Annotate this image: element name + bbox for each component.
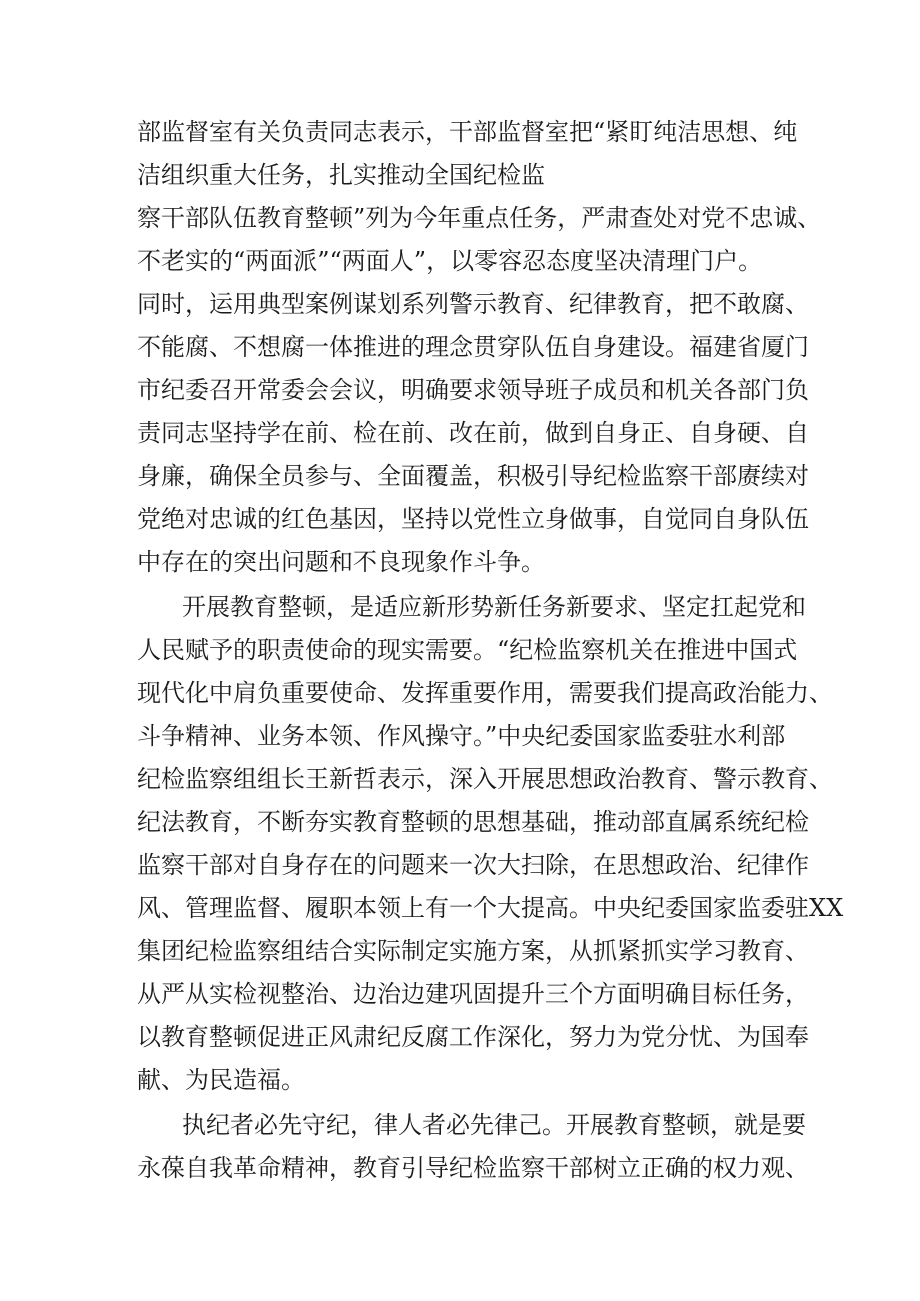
text-line: 不能腐、不想腐一体推进的理念贯穿队伍自身建设。福建省厦门: [137, 333, 809, 361]
text-line: 责同志坚持学在前、检在前、改在前，做到自身正、自身硬、自: [137, 419, 809, 447]
text-line: 纪检监察组组长王新哲表示，深入开展思想政治教育、警示教育、: [137, 765, 833, 793]
text-line: 斗争精神、业务本领、作风操守。”中央纪委国家监委驻水利部: [137, 722, 786, 750]
text-line: 同时，运用典型案例谋划系列警示教育、纪律教育，把不敢腐、: [137, 290, 809, 318]
text-line: 监察干部对自身存在的问题来一次大扫除，在思想政治、纪律作: [137, 851, 809, 879]
text-line: 从严从实检视整治、边治边建巩固提升三个方面明确目标任务，: [137, 980, 809, 1008]
text-line: 人民赋予的职责使命的现实需要。“纪检监察机关在推进中国式: [137, 636, 798, 664]
text-line: 身廉，确保全员参与、全面覆盖，积极引导纪检监察干部赓续对: [137, 462, 809, 490]
paragraph-first-line: 执纪者必先守纪，律人者必先律己。开展教育整顿，就是要: [182, 1111, 806, 1139]
text-line: 现代化中肩负重要使命、发挥重要作用，需要我们提高政治能力、: [137, 679, 833, 707]
text-line: 党绝对忠诚的红色基因，坚持以党性立身做事，自觉同自身队伍: [137, 505, 809, 533]
text-line: 集团纪检监察组结合实际制定实施方案，从抓紧抓实学习教育、: [137, 937, 809, 965]
text-line: 不老实的“两面派”“两面人”，以零容忍态度坚决清理门户。: [137, 247, 763, 275]
text-line: 以教育整顿促进正风肃纪反腐工作深化，努力为党分忧、为国奉: [137, 1023, 809, 1051]
text-line: 中存在的突出问题和不良现象作斗争。: [137, 548, 545, 576]
text-line: 洁组织重大任务，扎实推动全国纪检监: [137, 161, 545, 189]
paragraph-first-line: 开展教育整顿，是适应新形势新任务新要求、坚定扛起党和: [182, 593, 806, 621]
text-line: 部监督室有关负责同志表示，干部监督室把“紧盯纯洁思想、纯: [137, 118, 798, 146]
text-line: 永葆自我革命精神，教育引导纪检监察干部树立正确的权力观、: [137, 1154, 809, 1182]
text-line: 风、管理监督、履职本领上有一个大提高。中央纪委国家监委驻XX: [137, 894, 844, 922]
text-line: 察干部队伍教育整顿”列为今年重点任务，严肃查处对党不忠诚、: [137, 204, 822, 232]
text-line: 献、为民造福。: [137, 1066, 305, 1094]
text-line: 纪法教育，不断夯实教育整顿的思想基础，推动部直属系统纪检: [137, 808, 809, 836]
text-line: 市纪委召开常委会会议，明确要求领导班子成员和机关各部门负: [137, 376, 809, 404]
